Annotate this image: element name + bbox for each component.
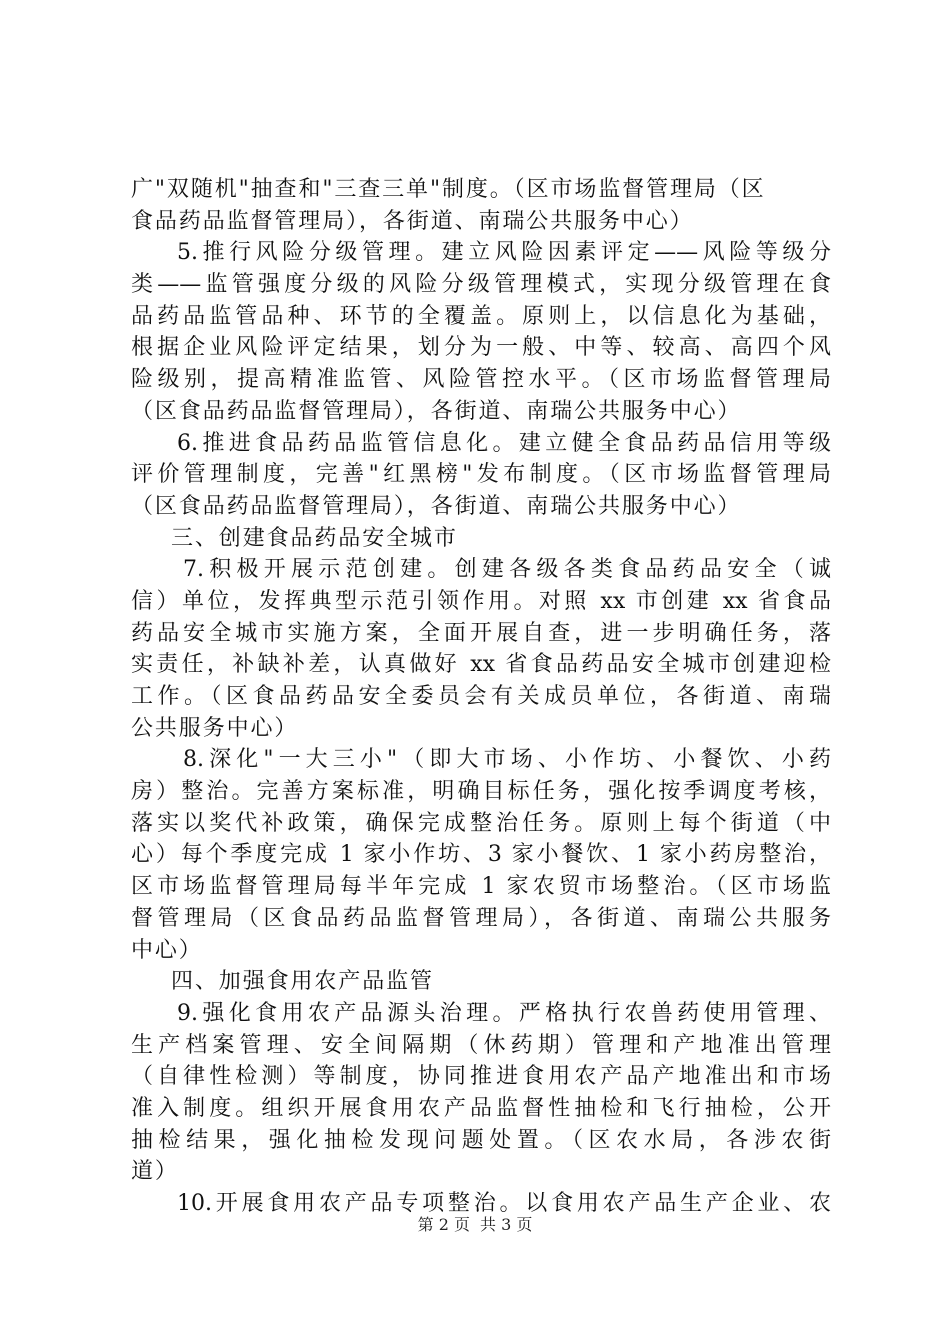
document-body <box>131 174 831 1220</box>
text-line: 心）每个季度完成 1 家小作坊、3 家小餐饮、1 家小药房整治， <box>131 842 831 868</box>
page-total: 共 3 页 <box>480 1215 533 1234</box>
text-line: 房）整治。完善方案标准，明确目标任务，强化按季调度考核， <box>131 779 831 805</box>
text-line: 险级别，提高精准监管、风险管控水平。（区市场监督管理局 <box>131 367 831 393</box>
text-line: 评价管理制度，完善"红黑榜"发布制度。（区市场监督管理局 <box>131 462 831 488</box>
text-line: 区市场监督管理局每半年完成 1 家农贸市场整治。（区市场监 <box>131 874 831 900</box>
text-line: 生产档案管理、安全间隔期（休药期）管理和产地准出管理 <box>131 1032 831 1058</box>
text-line: 道） <box>131 1159 179 1185</box>
text-line: 类——监管强度分级的风险分级管理模式，实现分级管理在食 <box>131 272 831 298</box>
text-line: 根据企业风险评定结果，划分为一般、中等、较高、高四个风 <box>131 335 831 361</box>
text-line: 5.推行风险分级管理。建立风险因素评定——风险等级分 <box>177 240 831 266</box>
text-line: 药品安全城市实施方案，全面开展自查，进一步明确任务，落 <box>131 620 831 646</box>
text-line: 工作。（区食品药品安全委员会有关成员单位，各街道、南瑞 <box>131 684 831 709</box>
text-line: 食品药品监督管理局），各街道、南瑞公共服务中心） <box>131 208 694 234</box>
text-line: 中心） <box>131 937 203 963</box>
section-heading: 三、创建食品药品安全城市 <box>171 525 458 551</box>
text-line: 公共服务中心） <box>131 715 299 741</box>
text-line: 6.推进食品药品监管信息化。建立健全食品药品信用等级 <box>177 430 831 456</box>
text-line: 实责任，补缺补差，认真做好 xx 省食品药品安全城市创建迎检 <box>131 652 831 678</box>
text-line: 7.积极开展示范创建。创建各级各类食品药品安全（诚 <box>183 557 831 583</box>
text-line: 准入制度。组织开展食用农产品监督性抽检和飞行抽检，公开 <box>131 1095 831 1121</box>
text-line: 广"双随机"抽查和"三查三单"制度。（区市场监督管理局（区 <box>131 177 766 202</box>
text-line: 8.深化"一大三小"（即大市场、小作坊、小餐饮、小药 <box>183 747 831 773</box>
text-line: 落实以奖代补政策，确保完成整治任务。原则上每个街道（中 <box>131 810 831 836</box>
text-line: （区食品药品监督管理局），各街道、南瑞公共服务中心） <box>131 493 742 519</box>
page-footer <box>0 1215 950 1235</box>
text-line: 9.强化食用农产品源头治理。严格执行农兽药使用管理、 <box>177 1000 831 1026</box>
text-line: 10.开展食用农产品专项整治。以食用农产品生产企业、农 <box>177 1191 831 1216</box>
text-line: （自律性检测）等制度，协同推进食用农产品产地准出和市场 <box>131 1064 831 1090</box>
text-line: 信）单位，发挥典型示范引领作用。对照 xx 市创建 xx 省食品 <box>131 588 831 614</box>
text-line: （区食品药品监督管理局），各街道、南瑞公共服务中心） <box>131 398 742 424</box>
text-line: 抽检结果，强化抽检发现问题处置。（区农水局，各涉农街 <box>131 1127 831 1153</box>
section-heading: 四、加强食用农产品监管 <box>171 969 434 995</box>
page-number: 第 2 页 <box>417 1215 470 1234</box>
text-line: 督管理局（区食品药品监督管理局），各街道、南瑞公共服务 <box>131 905 831 931</box>
text-line: 品药品监管品种、环节的全覆盖。原则上，以信息化为基础， <box>131 303 831 329</box>
